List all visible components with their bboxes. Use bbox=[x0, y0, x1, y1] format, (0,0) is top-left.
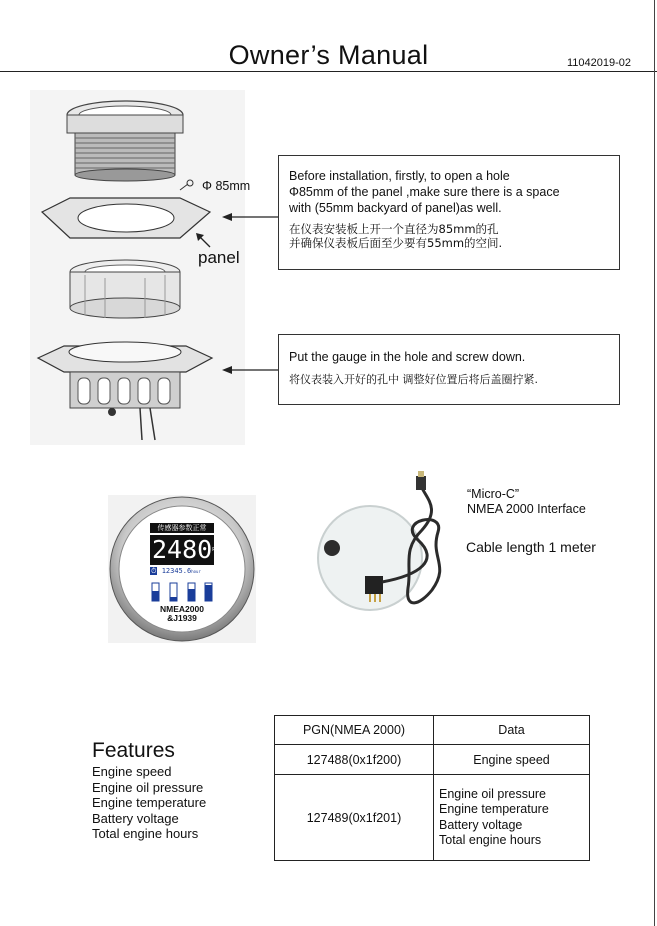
instruction-1-cn-line2: 并确保仪表板后面至少要有55mm的空间. bbox=[289, 236, 503, 250]
vent-plug-icon bbox=[324, 540, 340, 556]
gauge-label-nmea: NMEA2000 bbox=[160, 604, 204, 614]
page-title: Owner’s Manual bbox=[228, 40, 429, 70]
table-cell-data: Engine speed bbox=[434, 745, 590, 775]
instruction-2-en-line1: Put the gauge in the hole and screw down. bbox=[289, 350, 526, 364]
feature-item: Total engine hours bbox=[92, 826, 199, 841]
gauge-photo bbox=[108, 495, 256, 643]
gauge-rpm-display bbox=[150, 535, 222, 565]
features-title: Features bbox=[92, 739, 175, 762]
pgn-table bbox=[274, 715, 590, 861]
table-header-data: Data bbox=[434, 716, 590, 745]
diameter-label: Φ 85mm bbox=[202, 179, 251, 193]
cable-length-label: Cable length 1 meter bbox=[466, 539, 596, 555]
instruction-1-en-line1: Before installation, firstly, to open a hole bbox=[289, 169, 510, 183]
table-data-line: Total engine hours bbox=[439, 833, 542, 847]
gauge-hours-value: 12345.6 bbox=[161, 567, 192, 575]
feature-item: Engine oil pressure bbox=[92, 779, 204, 795]
interface-label-line1: “Micro-C” bbox=[467, 487, 520, 501]
table-data-line: Engine oil pressure bbox=[439, 786, 547, 801]
table-data-line: Engine temperature bbox=[439, 802, 549, 816]
instruction-box-2 bbox=[278, 334, 620, 405]
feature-item: Battery voltage bbox=[92, 810, 179, 826]
instruction-box-1 bbox=[278, 155, 620, 270]
table-row bbox=[275, 745, 590, 775]
box1-arrow bbox=[222, 211, 280, 223]
gauge-status-bar: 传感器参数正常 bbox=[150, 523, 214, 533]
page-edge-line bbox=[654, 0, 655, 926]
engine-hours-icon: ⏱ bbox=[151, 567, 157, 575]
gauge-label-j1939: &J1939 bbox=[167, 613, 197, 623]
table-cell-pgn: 127488(0x1f200) bbox=[275, 745, 434, 775]
gauge-bar-meters bbox=[150, 577, 214, 603]
table-data-line: Battery voltage bbox=[439, 817, 523, 832]
panel-label: panel bbox=[198, 248, 240, 267]
gauge-hours-row bbox=[150, 567, 214, 576]
instruction-2-cn-line1: 将仪表装入开好的孔中 调整好位置后将后盖圈拧紧. bbox=[289, 373, 538, 386]
interface-label-line2: NMEA 2000 Interface bbox=[467, 502, 586, 516]
table-header-row bbox=[275, 716, 590, 745]
box2-arrow bbox=[222, 364, 280, 376]
table-row bbox=[275, 775, 590, 861]
gauge-back-cable-photo bbox=[310, 470, 470, 620]
bezel-illustration bbox=[67, 101, 183, 181]
document-number: 11042019-02 bbox=[566, 57, 631, 69]
gauge-rpm-value: 2480 bbox=[152, 535, 213, 564]
panel-pointer-arrow bbox=[195, 232, 213, 250]
table-header-pgn: PGN(NMEA 2000) bbox=[275, 716, 434, 745]
table-cell-pgn: 127489(0x1f201) bbox=[275, 775, 434, 861]
instruction-1-en-line2: Φ85mm of the panel ,make sure there is a space bbox=[289, 185, 560, 199]
feature-item: Engine temperature bbox=[92, 795, 207, 810]
feature-item: Engine speed bbox=[92, 764, 172, 779]
header-rule bbox=[0, 71, 657, 72]
gauge-hours-unit: hour bbox=[191, 569, 201, 574]
nut-illustration bbox=[70, 260, 180, 318]
features-list bbox=[92, 764, 206, 842]
table-cell-data bbox=[434, 775, 590, 861]
instruction-1-cn-line1: 在仪表安装板上开一个直径为85mm的孔 bbox=[289, 222, 499, 236]
instruction-1-en-line3: with (55mm backyard of panel)as well. bbox=[289, 201, 502, 215]
gauge-rpm-unit: RPM bbox=[212, 547, 222, 553]
